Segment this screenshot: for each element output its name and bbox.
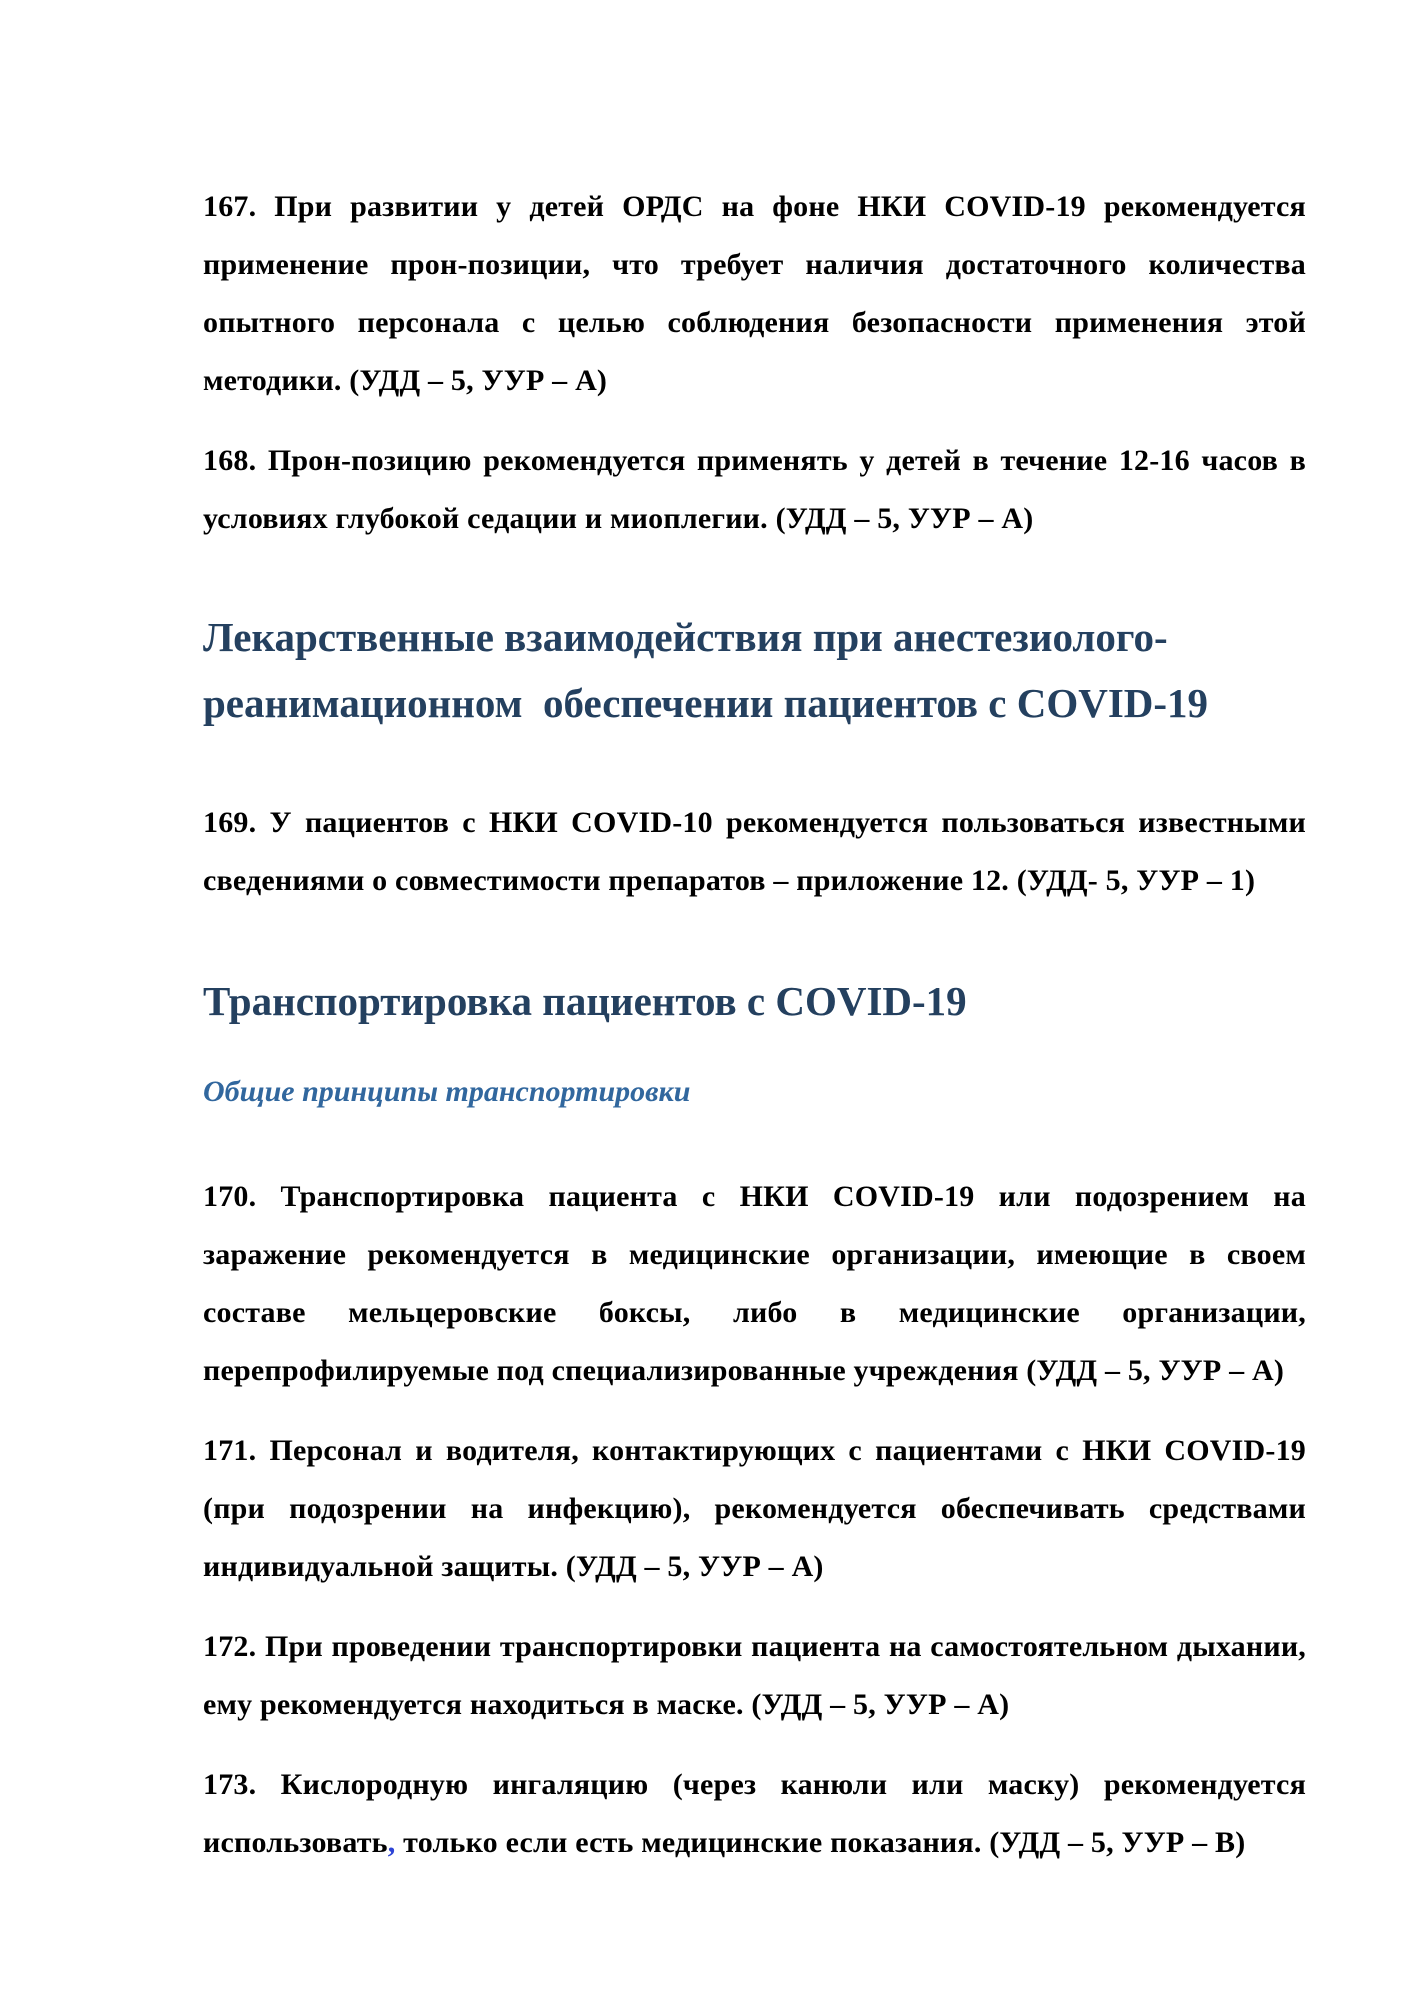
paragraph-169: 169. У пациентов с НКИ COVID-10 рекомендуется пользоваться известными сведениями о совместимости препаратов – приложение 12. (УДД- 5, УУР – 1) [203,806,1306,897]
paragraph-173-text-after-comma: только если есть медицинские показания. (УДД – 5, УУР – В) [395,1826,1246,1859]
paragraph-171: 171. Персонал и водителя, контактирующих с пациентами с НКИ COVID-19 (при подозрении на инфекцию), рекомендуется обеспечивать средствами индивидуальной защиты. (УДД – 5, УУР – А) [203,1434,1306,1583]
paragraph-173 [203,1756,1306,1872]
section-heading-drug-interactions-line2: реанимационном обеспечении пациентов с COVID-19 [203,680,1209,726]
paragraph-167: 167. При развитии у детей ОРДС на фоне НКИ COVID-19 рекомендуется применение прон-позиции, что требует наличия достаточного количества опытного персонала с целью соблюдения безопасности применения этой методики. (УДД – 5, УУР – А) [203,190,1306,397]
section-heading-drug-interactions-line1: Лекарственные взаимодействия при анестезиолого- [203,614,1168,660]
paragraph-173-text-before-comma: 173. Кислородную ингаляцию (через канюли или маску) рекомендуется использовать [203,1768,1306,1859]
paragraph-170: 170. Транспортировка пациента с НКИ COVID-19 или подозрением на заражение рекомендуется в медицинские организации, имеющие в своем составе мельцеровские боксы, либо в медицинские организации, перепрофилируемые под специализированные учреждения (УДД – 5, УУР – А) [203,1180,1306,1387]
section-heading-transport: Транспортировка пациентов с COVID-19 [203,978,967,1024]
subheading-transport-principles: Общие принципы транспортировки [203,1075,691,1108]
section-heading-drug-interactions [203,604,1306,736]
paragraph-172: 172. При проведении транспортировки пациента на самостоятельном дыхании, ему рекомендуется находиться в маске. (УДД – 5, УУР – А) [203,1630,1306,1721]
paragraph-173-blue-comma: , [387,1826,396,1859]
paragraph-168: 168. Прон-позицию рекомендуется применять у детей в течение 12-16 часов в условиях глубокой седации и миоплегии. (УДД – 5, УУР – А) [203,444,1306,535]
